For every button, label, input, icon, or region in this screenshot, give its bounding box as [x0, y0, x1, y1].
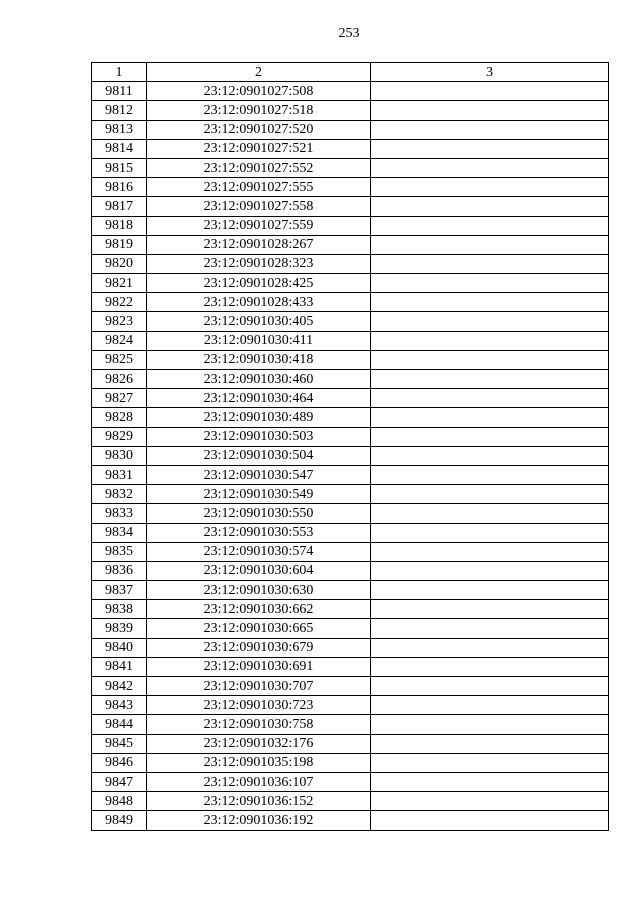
row-number-cell: 9836 — [92, 561, 147, 580]
notes-cell — [371, 792, 609, 811]
table-header-row — [92, 63, 609, 82]
cadastral-number-cell: 23:12:0901030:679 — [147, 638, 371, 657]
table-row — [92, 696, 609, 715]
row-number-cell: 9846 — [92, 753, 147, 772]
row-number-cell: 9835 — [92, 542, 147, 561]
notes-cell — [371, 657, 609, 676]
cadastral-number-cell: 23:12:0901030:464 — [147, 389, 371, 408]
table-row — [92, 216, 609, 235]
table-row — [92, 811, 609, 830]
row-number-cell: 9838 — [92, 600, 147, 619]
notes-cell — [371, 734, 609, 753]
row-number-cell: 9814 — [92, 139, 147, 158]
cadastral-number-cell: 23:12:0901030:504 — [147, 446, 371, 465]
row-number-cell: 9834 — [92, 523, 147, 542]
notes-cell — [371, 120, 609, 139]
notes-cell — [371, 446, 609, 465]
notes-cell — [371, 178, 609, 197]
table-row — [92, 715, 609, 734]
cadastral-number-cell: 23:12:0901027:508 — [147, 82, 371, 101]
row-number-cell: 9848 — [92, 792, 147, 811]
notes-cell — [371, 696, 609, 715]
row-number-cell: 9830 — [92, 446, 147, 465]
notes-cell — [371, 542, 609, 561]
row-number-cell: 9837 — [92, 581, 147, 600]
table-row — [92, 82, 609, 101]
notes-cell — [371, 101, 609, 120]
table-row — [92, 312, 609, 331]
notes-cell — [371, 197, 609, 216]
row-number-cell: 9833 — [92, 504, 147, 523]
row-number-cell: 9827 — [92, 389, 147, 408]
cadastral-number-cell: 23:12:0901027:552 — [147, 158, 371, 177]
table-row — [92, 274, 609, 293]
cadastral-number-cell: 23:12:0901030:550 — [147, 504, 371, 523]
table-row — [92, 677, 609, 696]
table-row — [92, 254, 609, 273]
notes-cell — [371, 753, 609, 772]
table-row — [92, 178, 609, 197]
column-header-3: 3 — [371, 63, 609, 82]
table-row — [92, 331, 609, 350]
row-number-cell: 9829 — [92, 427, 147, 446]
table-row — [92, 638, 609, 657]
table-row — [92, 772, 609, 791]
row-number-cell: 9825 — [92, 350, 147, 369]
notes-cell — [371, 715, 609, 734]
notes-cell — [371, 504, 609, 523]
row-number-cell: 9845 — [92, 734, 147, 753]
row-number-cell: 9817 — [92, 197, 147, 216]
row-number-cell: 9843 — [92, 696, 147, 715]
cadastral-number-cell: 23:12:0901028:267 — [147, 235, 371, 254]
row-number-cell: 9828 — [92, 408, 147, 427]
cadastral-number-cell: 23:12:0901036:107 — [147, 772, 371, 791]
row-number-cell: 9820 — [92, 254, 147, 273]
row-number-cell: 9841 — [92, 657, 147, 676]
row-number-cell: 9816 — [92, 178, 147, 197]
cadastral-number-cell: 23:12:0901027:555 — [147, 178, 371, 197]
cadastral-number-cell: 23:12:0901027:559 — [147, 216, 371, 235]
notes-cell — [371, 465, 609, 484]
row-number-cell: 9831 — [92, 465, 147, 484]
cadastral-number-cell: 23:12:0901032:176 — [147, 734, 371, 753]
table-row — [92, 446, 609, 465]
table-row — [92, 139, 609, 158]
cadastral-number-cell: 23:12:0901027:520 — [147, 120, 371, 139]
cadastral-table — [91, 62, 609, 831]
notes-cell — [371, 254, 609, 273]
notes-cell — [371, 158, 609, 177]
cadastral-number-cell: 23:12:0901027:558 — [147, 197, 371, 216]
notes-cell — [371, 523, 609, 542]
row-number-cell: 9826 — [92, 370, 147, 389]
cadastral-number-cell: 23:12:0901030:553 — [147, 523, 371, 542]
table-row — [92, 792, 609, 811]
table-row — [92, 350, 609, 369]
notes-cell — [371, 619, 609, 638]
cadastral-number-cell: 23:12:0901027:518 — [147, 101, 371, 120]
table-row — [92, 293, 609, 312]
notes-cell — [371, 312, 609, 331]
cadastral-number-cell: 23:12:0901030:723 — [147, 696, 371, 715]
cadastral-number-cell: 23:12:0901030:549 — [147, 485, 371, 504]
cadastral-number-cell: 23:12:0901030:707 — [147, 677, 371, 696]
table-row — [92, 485, 609, 504]
table-row — [92, 619, 609, 638]
table-row — [92, 197, 609, 216]
cadastral-number-cell: 23:12:0901030:662 — [147, 600, 371, 619]
column-header-1: 1 — [92, 63, 147, 82]
notes-cell — [371, 274, 609, 293]
table-row — [92, 600, 609, 619]
row-number-cell: 9844 — [92, 715, 147, 734]
table-row — [92, 734, 609, 753]
row-number-cell: 9812 — [92, 101, 147, 120]
cadastral-number-cell: 23:12:0901030:405 — [147, 312, 371, 331]
row-number-cell: 9818 — [92, 216, 147, 235]
table-row — [92, 504, 609, 523]
table-row — [92, 581, 609, 600]
row-number-cell: 9815 — [92, 158, 147, 177]
notes-cell — [371, 235, 609, 254]
cadastral-number-cell: 23:12:0901030:758 — [147, 715, 371, 734]
notes-cell — [371, 82, 609, 101]
notes-cell — [371, 408, 609, 427]
row-number-cell: 9819 — [92, 235, 147, 254]
cadastral-number-cell: 23:12:0901030:665 — [147, 619, 371, 638]
row-number-cell: 9840 — [92, 638, 147, 657]
row-number-cell: 9847 — [92, 772, 147, 791]
cadastral-number-cell: 23:12:0901030:630 — [147, 581, 371, 600]
cadastral-number-cell: 23:12:0901030:691 — [147, 657, 371, 676]
cadastral-number-cell: 23:12:0901030:460 — [147, 370, 371, 389]
cadastral-number-cell: 23:12:0901030:503 — [147, 427, 371, 446]
cadastral-number-cell: 23:12:0901030:574 — [147, 542, 371, 561]
table-row — [92, 657, 609, 676]
table-row — [92, 158, 609, 177]
row-number-cell: 9832 — [92, 485, 147, 504]
notes-cell — [371, 581, 609, 600]
cadastral-number-cell: 23:12:0901036:152 — [147, 792, 371, 811]
table-body — [92, 82, 609, 830]
notes-cell — [371, 350, 609, 369]
cadastral-number-cell: 23:12:0901030:411 — [147, 331, 371, 350]
table-row — [92, 523, 609, 542]
table-row — [92, 120, 609, 139]
notes-cell — [371, 600, 609, 619]
table-row — [92, 235, 609, 254]
cadastral-number-cell: 23:12:0901028:433 — [147, 293, 371, 312]
cadastral-number-cell: 23:12:0901030:604 — [147, 561, 371, 580]
cadastral-number-cell: 23:12:0901028:425 — [147, 274, 371, 293]
row-number-cell: 9822 — [92, 293, 147, 312]
notes-cell — [371, 331, 609, 350]
notes-cell — [371, 216, 609, 235]
notes-cell — [371, 638, 609, 657]
notes-cell — [371, 293, 609, 312]
notes-cell — [371, 772, 609, 791]
cadastral-number-cell: 23:12:0901030:418 — [147, 350, 371, 369]
notes-cell — [371, 485, 609, 504]
notes-cell — [371, 427, 609, 446]
notes-cell — [371, 811, 609, 830]
cadastral-number-cell: 23:12:0901028:323 — [147, 254, 371, 273]
page-number: 253 — [338, 26, 360, 41]
row-number-cell: 9839 — [92, 619, 147, 638]
cadastral-number-cell: 23:12:0901030:547 — [147, 465, 371, 484]
row-number-cell: 9821 — [92, 274, 147, 293]
cadastral-number-cell: 23:12:0901035:198 — [147, 753, 371, 772]
table-row — [92, 370, 609, 389]
table-row — [92, 427, 609, 446]
row-number-cell: 9842 — [92, 677, 147, 696]
table-row — [92, 561, 609, 580]
notes-cell — [371, 389, 609, 408]
row-number-cell: 9824 — [92, 331, 147, 350]
column-header-2: 2 — [147, 63, 371, 82]
table-row — [92, 101, 609, 120]
notes-cell — [371, 370, 609, 389]
row-number-cell: 9849 — [92, 811, 147, 830]
row-number-cell: 9811 — [92, 82, 147, 101]
cadastral-number-cell: 23:12:0901030:489 — [147, 408, 371, 427]
notes-cell — [371, 677, 609, 696]
notes-cell — [371, 561, 609, 580]
table-row — [92, 753, 609, 772]
notes-cell — [371, 139, 609, 158]
table-row — [92, 389, 609, 408]
cadastral-number-cell: 23:12:0901027:521 — [147, 139, 371, 158]
row-number-cell: 9813 — [92, 120, 147, 139]
cadastral-number-cell: 23:12:0901036:192 — [147, 811, 371, 830]
table-row — [92, 465, 609, 484]
row-number-cell: 9823 — [92, 312, 147, 331]
table-row — [92, 542, 609, 561]
table-row — [92, 408, 609, 427]
